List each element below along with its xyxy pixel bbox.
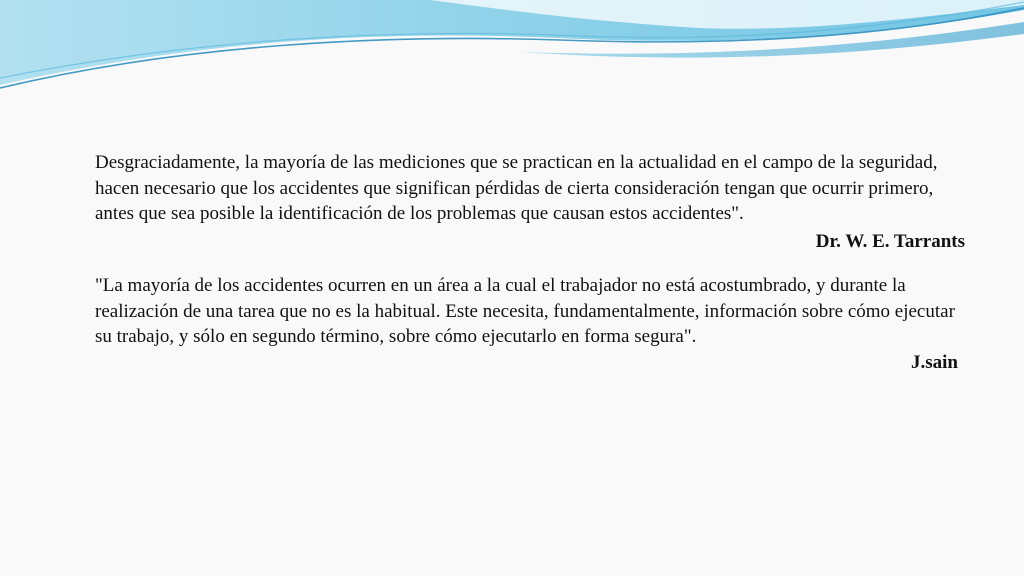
- spacer: [95, 254, 965, 273]
- decorative-wave-header: [0, 0, 1024, 110]
- quote-text-1: Desgraciadamente, la mayoría de las mediciones que se practican en la actualidad en el campo de la seguridad, hacen necesario que los accidentes que significan pérdidas de cierta consideración tengan que ocurrir primero, antes que sea posible la identificación de los problemas que causan estos accidentes".: [95, 152, 938, 224]
- quote-text-2: "La mayoría de los accidentes ocurren en un área a la cual el trabajador no está acostumbrado, y durante la realización de una tarea que no es la habitual. Este necesita, fundamentalmente, información sobre cómo ejecutar su trabajo, y sólo en segundo término, sobre cómo ejecutarlo en forma segura".: [95, 275, 955, 347]
- quote-author-1: Dr. W. E. Tarrants: [815, 230, 965, 252]
- quotes-container: [95, 150, 965, 375]
- quote-author-2: J.sain: [911, 351, 958, 373]
